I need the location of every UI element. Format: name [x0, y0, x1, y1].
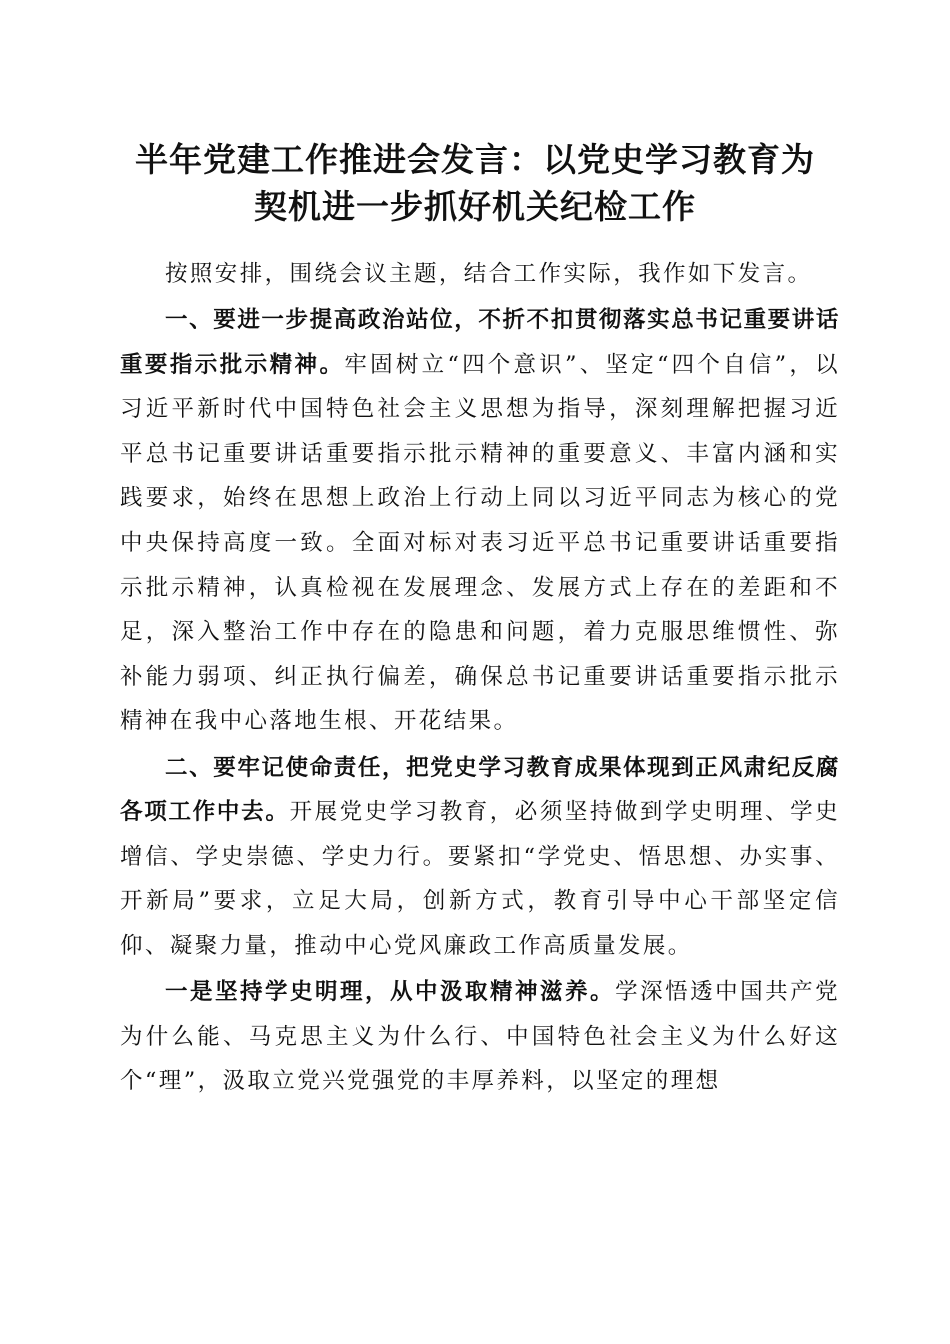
section-3-paragraph	[120, 970, 840, 1104]
intro-text: 按照安排，围绕会议主题，结合工作实际，我作如下发言。	[165, 261, 813, 287]
section-1-body: 牢固树立“四个意识”、坚定“四个自信”，以习近平新时代中国特色社会主义思想为指导，深刻理解把握习近平总书记重要讲话重要指示批示精神的重要意义、丰富内涵和实践要求，始终在思想上政治上行动上同以习近平同志为核心的党中央保持高度一致。全面对标对表习近平总书记重要讲话重要指示批示精神，认真检视在发展理念、发展方式上存在的差距和不足，深入整治工作中存在的隐患和问题，着力克服思维惯性、弥补能力弱项、纠正执行偏差，确保总书记重要讲话重要指示批示精神在我中心落地生根、开花结果。	[120, 351, 840, 735]
section-2-paragraph	[120, 746, 840, 969]
title-line-1: 半年党建工作推进会发言：以党史学习教育为	[135, 140, 815, 179]
document-body	[120, 252, 840, 1105]
document-title	[110, 136, 840, 230]
section-2-body: 开展党史学习教育，必须坚持做到学史明理、学史增信、学史崇德、学史力行。要紧扣“学党史、悟思想、办实事、开新局”要求，立足大局，创新方式，教育引导中心干部坚定信仰、凝聚力量，推动中心党风廉政工作高质量发展。	[120, 799, 840, 959]
intro-paragraph	[120, 252, 840, 297]
section-1-heading: 一、要进一步提高政治站位，不折不扣贯彻落实总书记重要讲话重要指示批示精神。	[120, 307, 840, 378]
section-3-heading: 一是坚持学史明理，从中汲取精神滋养。	[165, 979, 616, 1005]
section-1-paragraph	[120, 298, 840, 744]
title-line-2: 契机进一步抓好机关纪检工作	[254, 187, 696, 226]
section-2-heading: 二、要牢记使命责任，把党史学习教育成果体现到正风肃纪反腐各项工作中去。	[120, 754, 840, 826]
section-3-body: 学深悟透中国共产党为什么能、马克思主义为什么行、中国特色社会主义为什么好这个“理”，汲取立党兴党强党的丰厚养料，以坚定的理想	[120, 979, 840, 1095]
